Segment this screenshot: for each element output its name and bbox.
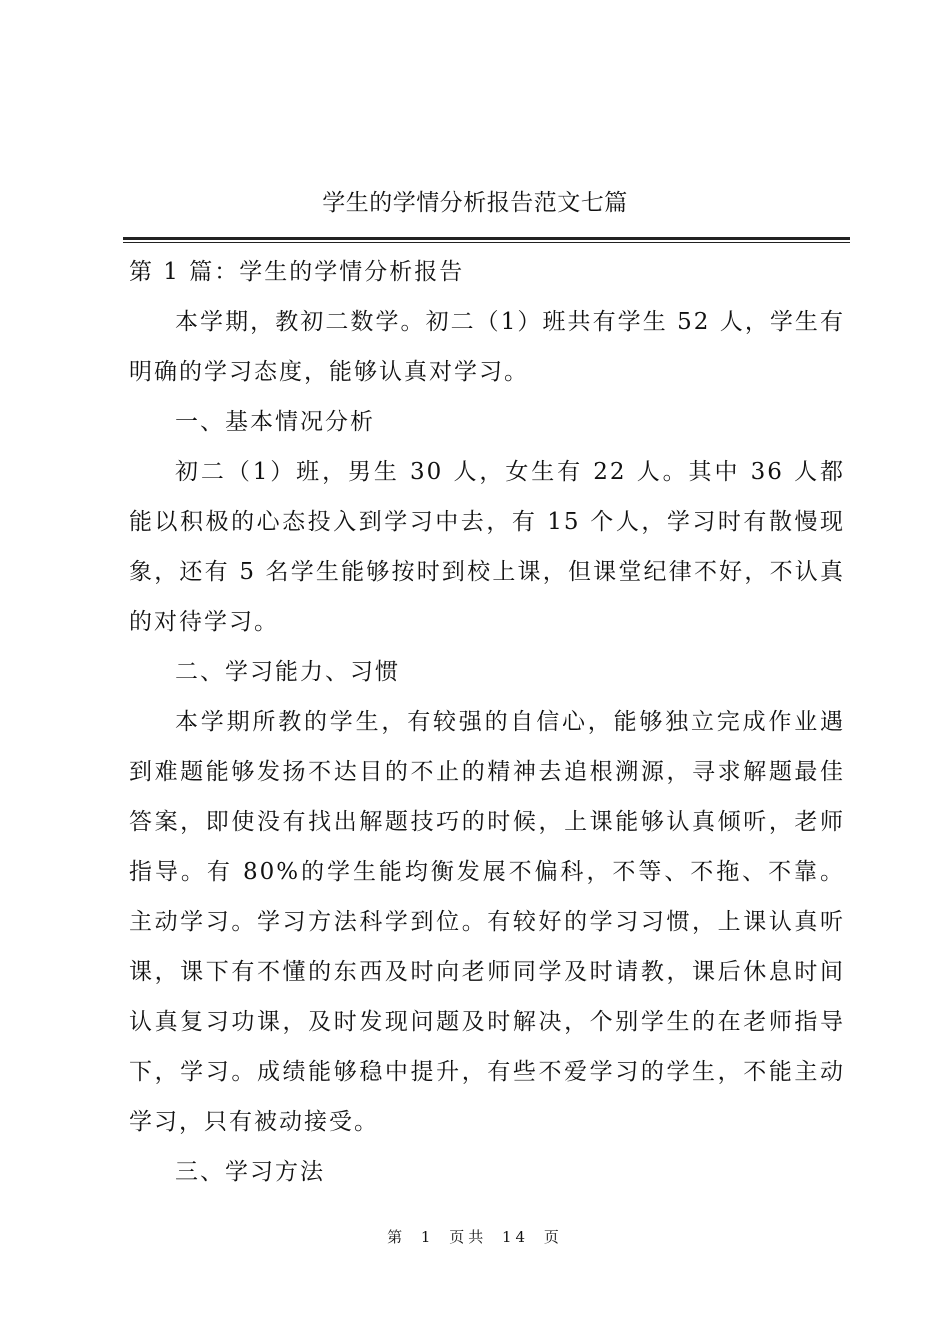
- paragraph-learning-ability: 本学期所教的学生，有较强的自信心，能够独立完成作业遇到难题能够发扬不达目的不止的精神去追根溯源，寻求解题最佳答案，即使没有找出解题技巧的时候，上课能够认真倾听，老师指导。有 80%的学生能均衡发展不偏科，不等、不拖、不靠。主动学习。学习方法科学到位。有较好的学习习惯，上课认真听课，课下有不懂的东西及时向老师同学及时请教，课后休息时间认真复习功课，及时发现问题及时解决，个别学生的在老师指导下，学习。成绩能够稳中提升，有些不爱学习的学生，不能主动学习，只有被动接受。: [129, 709, 845, 1135]
- header-rule-thin: [123, 242, 850, 243]
- subheading-learning-ability: 二、学习能力、习惯: [175, 659, 400, 685]
- paragraph-basic-situation: 初二（1）班，男生 30 人，女生有 22 人。其中 36 人都能以积极的心态投入到学习中去，有 15 个人，学习时有散慢现象，还有 5 名学生能够按时到校上课，但课堂纪律不好，不认真的对待学习。: [129, 459, 845, 635]
- header-rule-thick: [123, 237, 850, 240]
- document-body: [129, 247, 845, 1197]
- paragraph-intro: 本学期，教初二数学。初二（1）班共有学生 52 人，学生有明确的学习态度，能够认真对学习。: [129, 309, 845, 385]
- subheading-learning-method: 三、学习方法: [175, 1159, 325, 1185]
- subheading-basic-situation: 一、基本情况分析: [175, 409, 375, 435]
- document-header-title: 学生的学情分析报告范文七篇: [322, 190, 628, 216]
- page-number-footer: 第 1 页共 14 页: [387, 1228, 563, 1246]
- section-heading: 第 1 篇：学生的学情分析报告: [129, 259, 465, 285]
